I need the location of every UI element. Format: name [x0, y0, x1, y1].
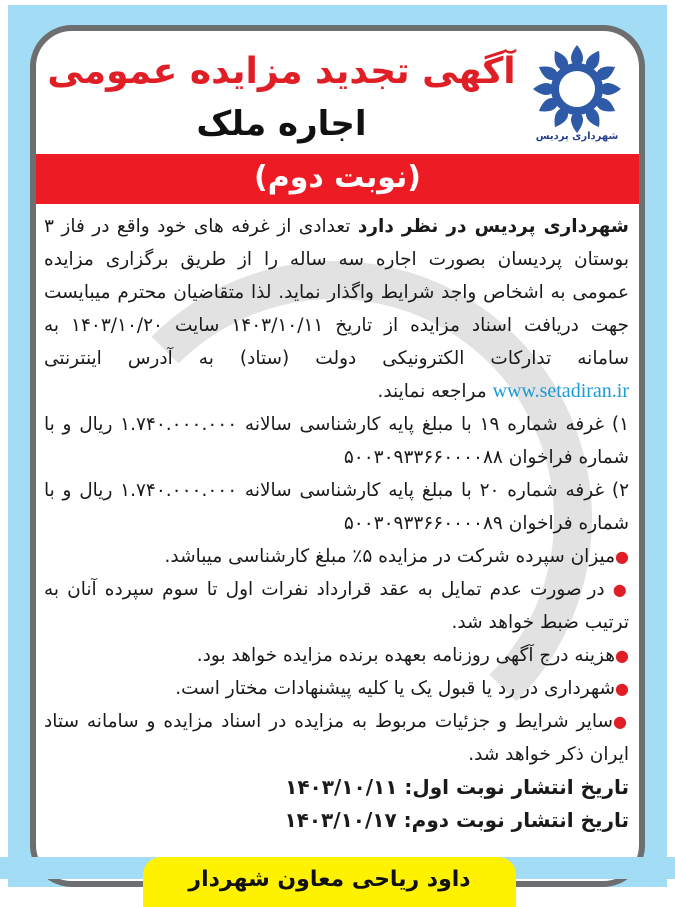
logo-text: شهرداری پردیس: [535, 131, 619, 142]
notice-body: [36, 204, 639, 837]
notice-subtitle: اجاره ملک: [196, 104, 367, 144]
bullet-icon: ●: [612, 580, 629, 599]
first-publish-date: تاریخ انتشار نوبت اول: ۱۴۰۳/۱۰/۱۱: [285, 775, 629, 799]
bullet-item: [44, 540, 629, 573]
item-2: ۲) غرفه شماره ۲۰ با مبلغ پایه کارشناسی سالانه ۱.۷۴۰.۰۰۰.۰۰۰ ریال و با شماره فراخوان ۵۰۰۳۰۹۳۳۶۶۰۰۰۰۸۹: [44, 480, 629, 534]
bullet-item: [44, 639, 629, 672]
municipality-logo: [527, 45, 627, 155]
bullet-text: میزان سپرده شرکت در مزایده ۵٪ مبلغ کارشناسی میباشد.: [164, 546, 616, 567]
signature-area: [0, 857, 675, 907]
bullet-icon: ●: [615, 547, 629, 566]
notice-title: آگهی تجدید مزایده عمومی: [47, 51, 516, 92]
notice-header: [36, 31, 639, 154]
intro-text: تعدادی از غرفه های خود واقع در فاز ۳ بوستان پردیسان بصورت اجاره سه ساله را از طریق برگزاری مزایده عمومی به اشخاص واجد شرایط واگذار نماید. لذا متقاضیان محترم میبایست جهت دریافت اسناد مزایده از تاریخ ۱۴۰۳/۱۰/۱۱ سایت ۱۴۰۳/۱۰/۲۰ به سامانه تدارکات الکترونیکی دولت (ستاد) به آدرس اینترنتی: [44, 216, 629, 369]
background-panel: [8, 5, 667, 887]
item-1: ۱) غرفه شماره ۱۹ با مبلغ پایه کارشناسی سالانه ۱.۷۴۰.۰۰۰.۰۰۰ ریال و با شماره فراخوان ۵۰۰۳۰۹۳۳۶۶۰۰۰۰۸۸: [44, 414, 629, 468]
flower-logo-icon: [527, 45, 627, 133]
intro-lead: شهرداری پردیس در نظر دارد: [357, 216, 629, 237]
intro-text-end: مراجعه نمایند.: [377, 381, 493, 402]
bullet-text: هزینه درج آگهی روزنامه بعهده برنده مزایده خواهد بود.: [196, 645, 616, 666]
intro-paragraph: [44, 210, 629, 408]
bullet-text: سایر شرایط و جزئیات مربوط به مزایده در اسناد مزایده و سامانه ستاد ایران ذکر خواهد شد.: [44, 711, 629, 765]
setadiran-link[interactable]: www.setadiran.ir: [492, 380, 629, 402]
bullet-text: در صورت عدم تمایل به عقد قرارداد نفرات اول تا سوم سپرده آنان به ترتیب ضبط خواهد شد.: [44, 579, 629, 633]
bullet-item: [44, 705, 629, 771]
bullet-icon: ●: [615, 646, 629, 665]
signature-box: داود ریاحی معاون شهردار: [143, 857, 516, 907]
round-banner: (نوبت دوم): [36, 154, 639, 204]
notice-frame: [30, 25, 645, 887]
second-publish-date: تاریخ انتشار نوبت دوم: ۱۴۰۳/۱۰/۱۷: [284, 808, 629, 832]
bullet-item: [44, 573, 629, 639]
bullet-text: شهرداری در رد یا قبول یک یا کلیه پیشنهادات مختار است.: [175, 678, 616, 699]
bullet-icon: ●: [613, 712, 630, 731]
bullet-item: [44, 672, 629, 705]
bullet-icon: ●: [615, 679, 629, 698]
